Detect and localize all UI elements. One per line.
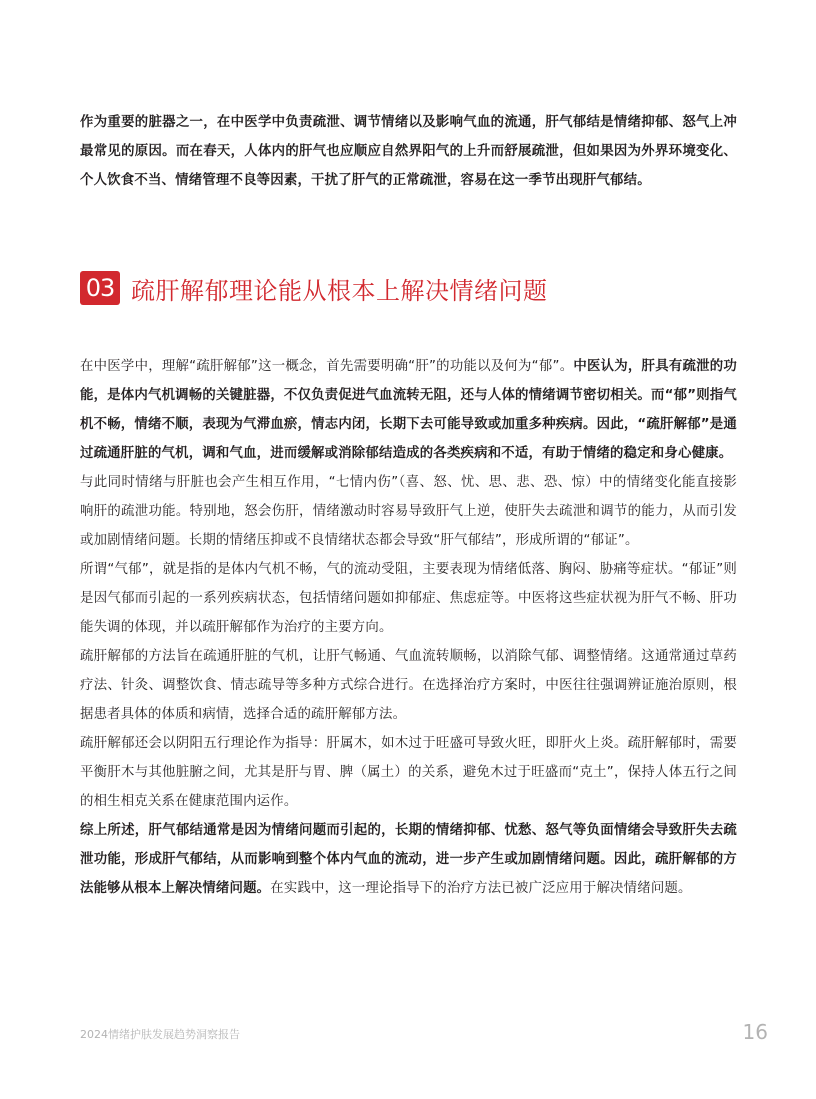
paragraph-3: 所谓“气郁”，就是指的是体内气机不畅，气的流动受阻，主要表现为情绪低落、胸闷、胁痛等症状。“郁证”则是因气郁而引起的一系列疾病状态，包括情绪问题如抑郁症、焦虑症等。中医将这些症状视为肝气不畅、肝功能失调的体现，并以疏肝解郁作为治疗的主要方向。 <box>80 562 737 635</box>
section-heading <box>80 270 548 306</box>
paragraph-6-normal: 在实践中，这一理论指导下的治疗方法已被广泛应用于解决情绪问题。 <box>270 881 692 896</box>
section-title: 疏肝解郁理论能从根本上解决情绪问题 <box>131 276 548 305</box>
paragraph-1-bold: 中医认为，肝具有疏泄的功能，是体内气机调畅的关键脏器，不仅负责促进气血流转无阻，还与人体的情绪调节密切相关。而“郁”则指气机不畅，情绪不顺，表现为气滞血瘀，情志内闭，长期下去可能导致或加重多种疾病。因此，“疏肝解郁”是通过疏通肝脏的气机，调和气血，进而缓解或消除郁结造成的各类疾病和不适，有助于情绪的稳定和身心健康。 <box>80 359 738 461</box>
section-number-badge: 03 <box>80 271 120 305</box>
paragraph-1-normal: 在中医学中，理解“疏肝解郁”这一概念，首先需要明确“肝”的功能以及何为“郁”。 <box>80 359 574 374</box>
page-number: 16 <box>742 1020 768 1044</box>
paragraph-6-bold: 综上所述，肝气郁结通常是因为情绪问题而引起的，长期的情绪抑郁、忧愁、怒气等负面情绪会导致肝失去疏泄功能，形成肝气郁结，从而影响到整个体内气血的流动，进一步产生或加剧情绪问题。因此，疏肝解郁的方法能够从根本上解决情绪问题。 <box>80 823 737 896</box>
footer-report-title: 2024情绪护肤发展趋势洞察报告 <box>80 1028 240 1041</box>
paragraph-2: 与此同时情绪与肝脏也会产生相互作用，“七情内伤”（喜、怒、忧、思、悲、恐、惊）中的情绪变化能直接影响肝的疏泄功能。特别地，怒会伤肝，情绪激动时容易导致肝气上逆，使肝失去疏泄和调节的能力，从而引发或加剧情绪问题。长期的情绪压抑或不良情绪状态都会导致“肝气郁结”，形成所谓的“郁证”。 <box>80 475 737 548</box>
paragraph-5: 疏肝解郁还会以阴阳五行理论作为指导：肝属木，如木过于旺盛可导致火旺，即肝火上炎。疏肝解郁时，需要平衡肝木与其他脏腑之间，尤其是肝与胃、脾（属土）的关系，避免木过于旺盛而“克土”，保持人体五行之间的相生相克关系在健康范围内运作。 <box>80 736 737 809</box>
paragraph-1 <box>80 352 737 468</box>
paragraph-6 <box>80 816 737 903</box>
intro-paragraph: 作为重要的脏器之一，在中医学中负责疏泄、调节情绪以及影响气血的流通，肝气郁结是情绪抑郁、怒气上冲最常见的原因。而在春天，人体内的肝气也应顺应自然界阳气的上升而舒展疏泄，但如果因为外界环境变化、个人饮食不当、情绪管理不良等因素，干扰了肝气的正常疏泄，容易在这一季节出现肝气郁结。 <box>80 115 737 188</box>
body-text <box>80 352 737 903</box>
paragraph-4: 疏肝解郁的方法旨在疏通肝脏的气机，让肝气畅通、气血流转顺畅，以消除气郁、调整情绪。这通常通过草药疗法、针灸、调整饮食、情志疏导等多种方式综合进行。在选择治疗方案时，中医往往强调辨证施治原则，根据患者具体的体质和病情，选择合适的疏肝解郁方法。 <box>80 649 737 722</box>
